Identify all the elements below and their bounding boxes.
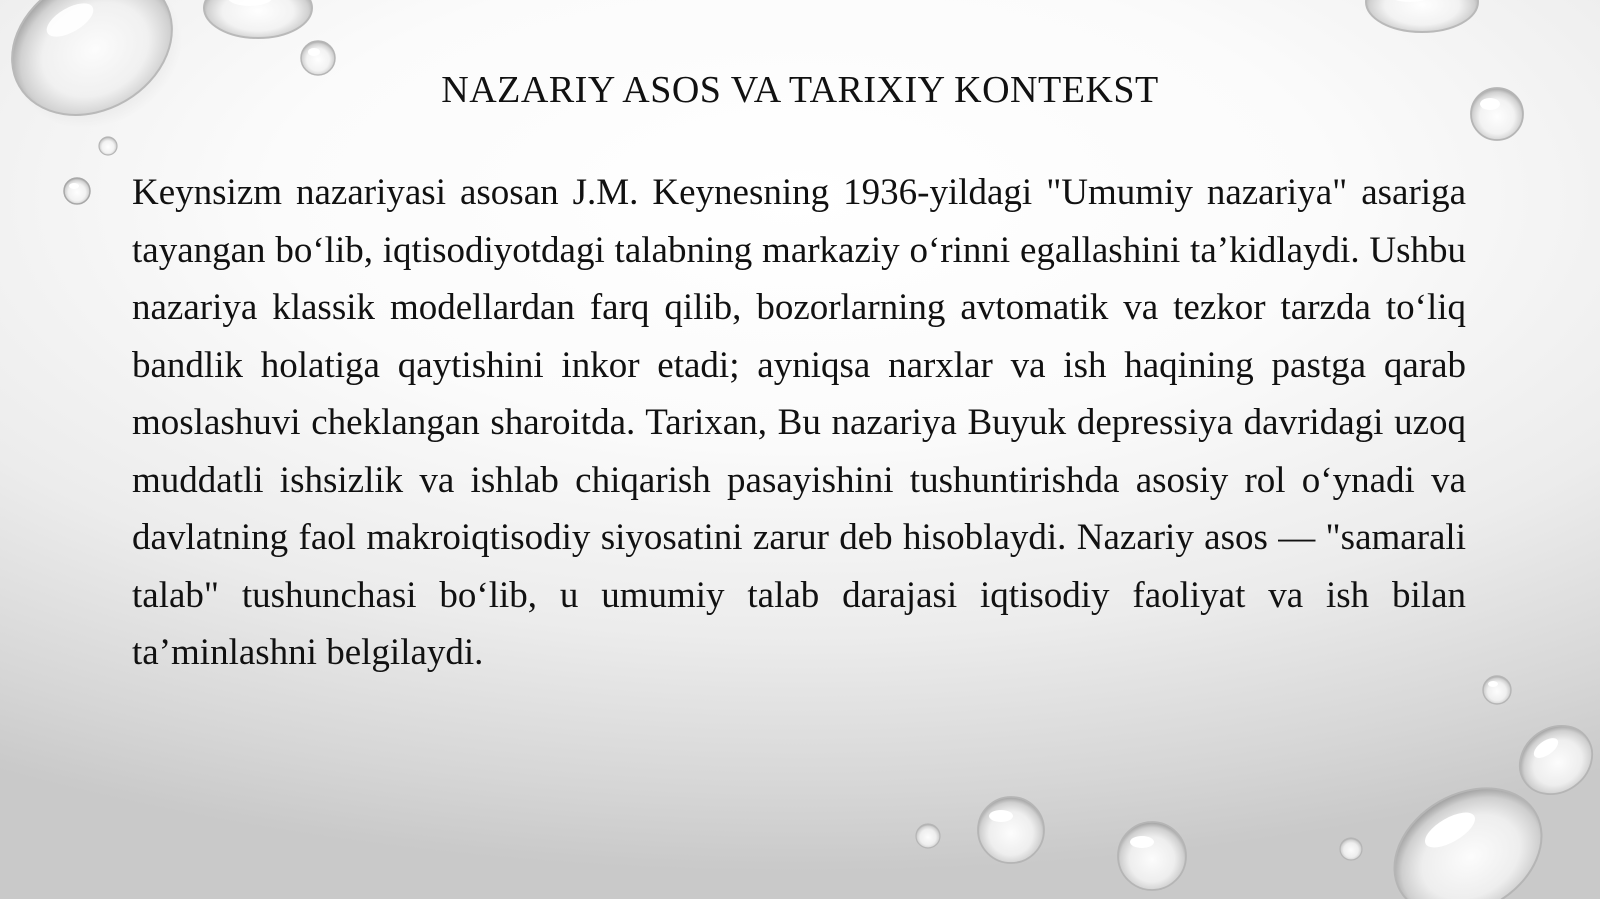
bullet-drop-icon — [62, 176, 92, 206]
slide-title: NAZARIY ASOS VA TARIXIY KONTEKST — [441, 69, 1159, 111]
water-drop-icon — [1340, 838, 1362, 860]
water-drop-icon — [1371, 763, 1564, 899]
water-drop-icon — [1507, 712, 1600, 808]
water-drop-icon — [1366, 0, 1478, 32]
water-drop-icon — [99, 137, 117, 155]
water-drop-icon — [204, 0, 312, 38]
water-drop-icon — [1483, 676, 1511, 704]
water-drop-icon — [978, 797, 1044, 863]
slide-body-paragraph: Keynsizm nazariyasi asosan J.M. Keynesning 1936-yildagi "Umumiy nazariya" asariga tayangan bo‘lib, iqtisodiyotdagi talabning markaziy o‘rinni egallashini ta’kidlaydi. Ushbu nazariya klassik modellardan farq qilib, bozorlarning avtomatik va tezkor tarzda to‘liq bandlik holatiga qaytishini inkor etadi; ayniqsa narxlar va ish haqining pastga qarab moslashuvi cheklangan sharoitda. Tarixan, Bu nazariya Buyuk depressiya davridagi uzoq muddatli ishsizlik va ishlab chiqarish pasayishini tushuntirishda asosiy rol o‘ynadi va davlatning faol makroiqtisodiy siyosatini zarur deb hisoblaydi. Nazariy asos — "samarali talab" tushunchasi bo‘lib, u umumiy talab darajasi iqtisodiy faoliyat va ish bilan ta’minlashni belgilaydi. — [132, 172, 1466, 673]
water-drop-icon — [916, 824, 940, 848]
water-drop-icon — [1118, 822, 1186, 890]
